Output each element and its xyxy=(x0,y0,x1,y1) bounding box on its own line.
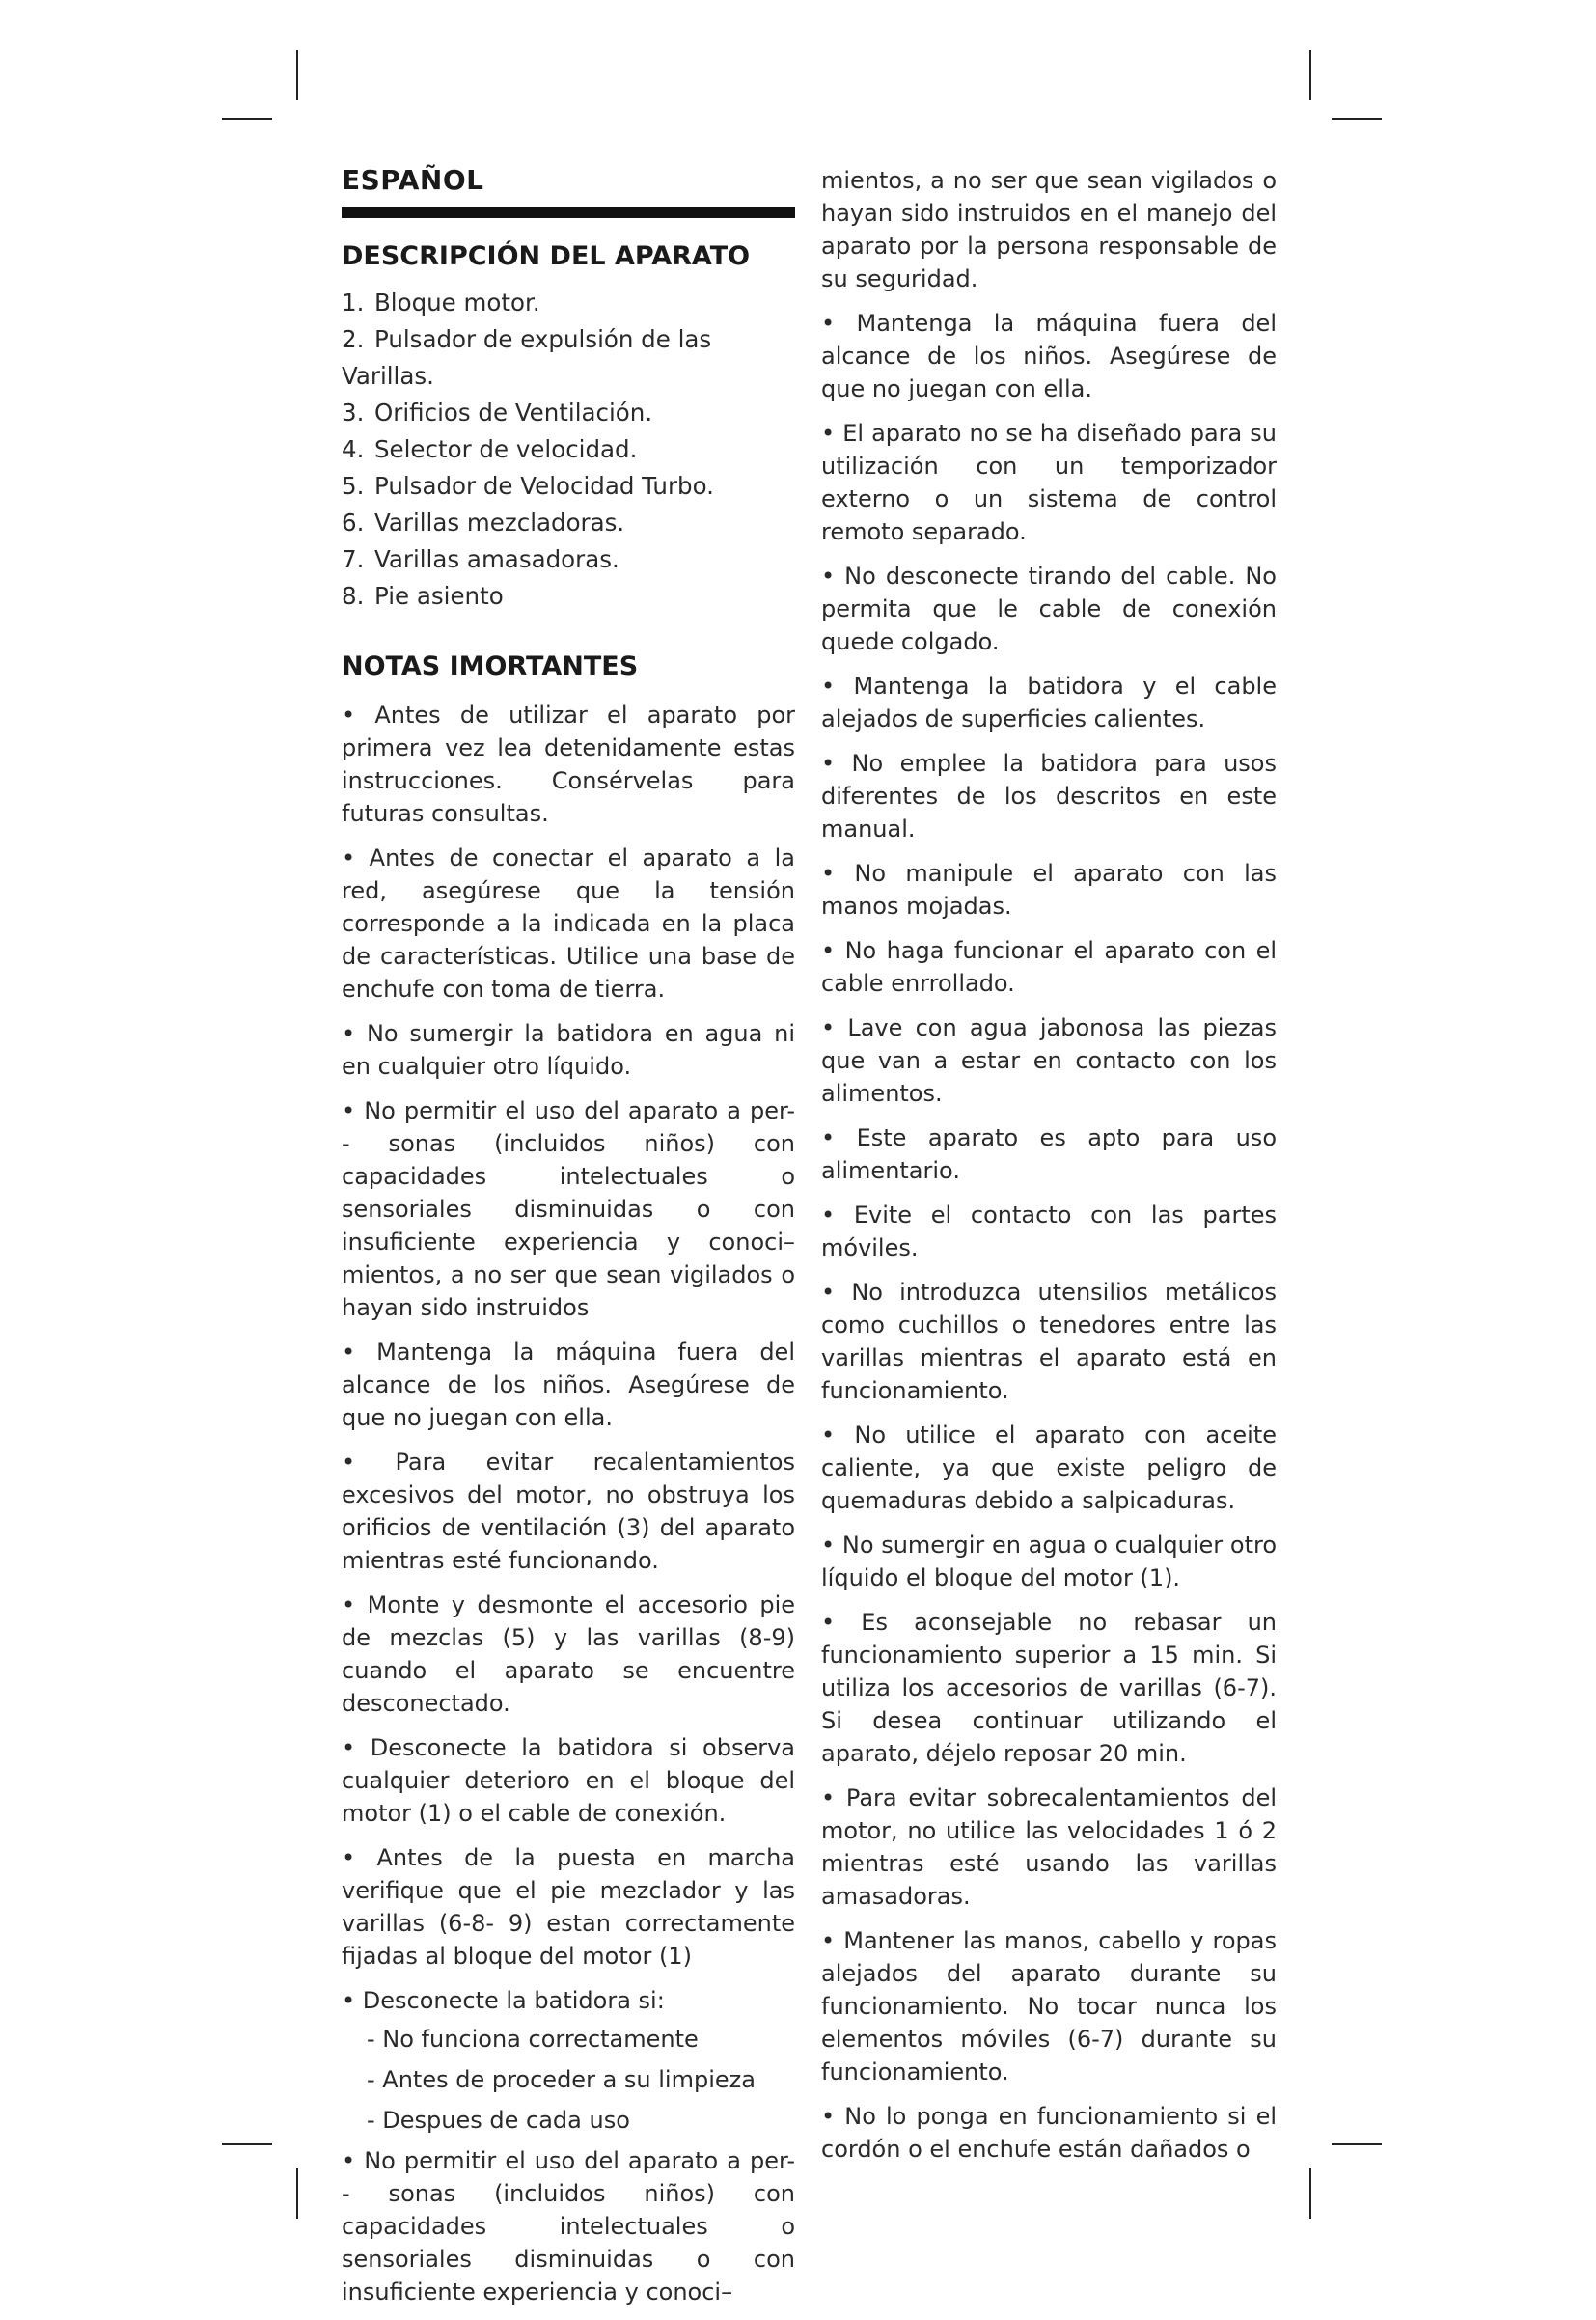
note-paragraph: • Para evitar sobrecalentamientos del motor, no utilice las velocidades 1 ó 2 mientras esté usando las varillas amasadoras. xyxy=(821,1784,1277,1910)
crop-mark-bottom-right-h xyxy=(1332,2143,1382,2145)
note-paragraph: • Lave con agua jabonosa las piezas que van a estar en contacto con los alimentos. xyxy=(821,1014,1277,1107)
note-paragraph: • Mantenga la batidora y el cable alejados de superficies calientes. xyxy=(821,673,1277,732)
note-paragraph: • Desconecte la batidora si: xyxy=(342,1987,665,2014)
notes-title: NOTAS IMORTANTES xyxy=(342,651,639,681)
list-item: 7. Varillas amasadoras. xyxy=(342,545,619,573)
list-item: 5. Pulsador de Velocidad Turbo. xyxy=(342,472,714,500)
list-item: 1. Bloque motor. xyxy=(342,289,540,317)
list-item: 2. Pulsador de expulsión de las Varillas. xyxy=(342,325,712,390)
crop-mark-top-left-h xyxy=(222,118,272,120)
crop-mark-bottom-left-h xyxy=(222,2143,272,2145)
crop-mark-top-right-h xyxy=(1332,118,1382,120)
note-paragraph: • Antes de la puesta en marcha verifique que el pie mezclador y las varillas (6-8- 9) estan correctamente fijadas al bloque del motor (1) xyxy=(342,1844,795,1970)
note-paragraph: • Este aparato es apto para uso alimentario. xyxy=(821,1124,1277,1184)
note-paragraph: • Mantenga la máquina fuera del alcance de los niños. Asegúrese de que no juegan con ella. xyxy=(342,1339,795,1431)
crop-mark-bottom-left-v xyxy=(296,2168,298,2219)
list-item: 4. Selector de velocidad. xyxy=(342,435,638,463)
description-title: DESCRIPCIÓN DEL APARATO xyxy=(342,241,751,271)
note-paragraph: • No introduzca utensilios metálicos como cuchillos o tenedores entre las varillas mientras el aparato está en funcionamiento. xyxy=(821,1279,1277,1404)
note-paragraph: • No lo ponga en funcionamiento si el cordón o el enchufe están dañados o xyxy=(821,2103,1277,2163)
note-paragraph: • No sumergir en agua o cualquier otro líquido el bloque del motor (1). xyxy=(821,1532,1277,1591)
note-subitem: - Antes de proceder a su limpieza xyxy=(367,2066,756,2093)
note-paragraph: • Para evitar recalentamientos excesivos del motor, no obstruya los orificios de ventilación (3) del aparato mientras esté funcionando. xyxy=(342,1449,795,1574)
parts-list xyxy=(342,285,795,615)
note-paragraph: • No utilice el aparato con aceite caliente, ya que existe peligro de quemaduras debido a salpicaduras. xyxy=(821,1422,1277,1514)
list-item: 8. Pie asiento xyxy=(342,582,504,610)
note-paragraph: • Desconecte la batidora si observa cualquier deterioro en el bloque del motor (1) o el cable de conexión. xyxy=(342,1734,795,1827)
note-paragraph: • No permitir el uso del aparato a per- - sonas (incluidos niños) con capacidades intelectuales o sensoriales disminuidas o con insuficiente experiencia y conoci– mientos, a no ser que sean vigilados o hayan sido instruidos xyxy=(342,1097,795,1321)
note-paragraph: mientos, a no ser que sean vigilados o hayan sido instruidos en el manejo del aparato por la persona responsable de su seguridad. xyxy=(821,167,1277,292)
note-paragraph: • El aparato no se ha diseñado para su utilización con un temporizador externo o un sistema de control remoto separado. xyxy=(821,420,1277,545)
note-paragraph: • Monte y desmonte el accesorio pie de mezclas (5) y las varillas (8-9) cuando el aparato se encuentre desconectado. xyxy=(342,1591,795,1717)
note-paragraph: • No desconecte tirando del cable. No permita que le cable de conexión quede colgado. xyxy=(821,563,1277,655)
note-subitem: - Despues de cada uso xyxy=(367,2107,630,2134)
list-item: 3. Orificios de Ventilación. xyxy=(342,399,653,427)
note-paragraph: • Evite el contacto con las partes móviles. xyxy=(821,1201,1277,1261)
note-paragraph: • No permitir el uso del aparato a per- - sonas (incluidos niños) con capacidades intelectuales o sensoriales disminuidas o con insuficiente experiencia y conoci– xyxy=(342,2147,795,2306)
note-paragraph: • Mantenga la máquina fuera del alcance de los niños. Asegúrese de que no juegan con ella. xyxy=(821,310,1277,402)
note-paragraph: • No emplee la batidora para usos diferentes de los descritos en este manual. xyxy=(821,750,1277,842)
note-paragraph: • No sumergir la batidora en agua ni en cualquier otro líquido. xyxy=(342,1020,795,1080)
note-paragraph: • No haga funcionar el aparato con el cable enrrollado. xyxy=(821,937,1277,997)
crop-mark-bottom-right-v xyxy=(1309,2168,1311,2219)
list-item: 6. Varillas mezcladoras. xyxy=(342,509,625,537)
note-paragraph: • No manipule el aparato con las manos mojadas. xyxy=(821,860,1277,920)
title-rule xyxy=(342,207,795,218)
crop-mark-top-right-v xyxy=(1309,50,1311,100)
note-paragraph: • Es aconsejable no rebasar un funcionamiento superior a 15 min. Si utiliza los accesorios de varillas (6-7). Si desea continuar utilizando el aparato, déjelo reposar 20 min. xyxy=(821,1609,1277,1767)
crop-mark-top-left-v xyxy=(296,50,298,100)
left-column xyxy=(342,164,795,2320)
language-title: ESPAÑOL xyxy=(342,164,484,196)
note-paragraph: • Antes de utilizar el aparato por primera vez lea detenidamente estas instrucciones. Consérvelas para futuras consultas. xyxy=(342,702,795,827)
note-subitem: - No funciona correctamente xyxy=(367,2026,699,2053)
note-paragraph: • Mantener las manos, cabello y ropas alejados del aparato durante su funcionamiento. No tocar nunca los elementos móviles (6-7) durante su funcionamiento. xyxy=(821,1927,1277,2085)
note-paragraph: • Antes de conectar el aparato a la red, asegúrese que la tensión corresponde a la indicada en la placa de características. Utilice una base de enchufe con toma de tierra. xyxy=(342,844,795,1003)
right-column xyxy=(821,164,1277,2177)
